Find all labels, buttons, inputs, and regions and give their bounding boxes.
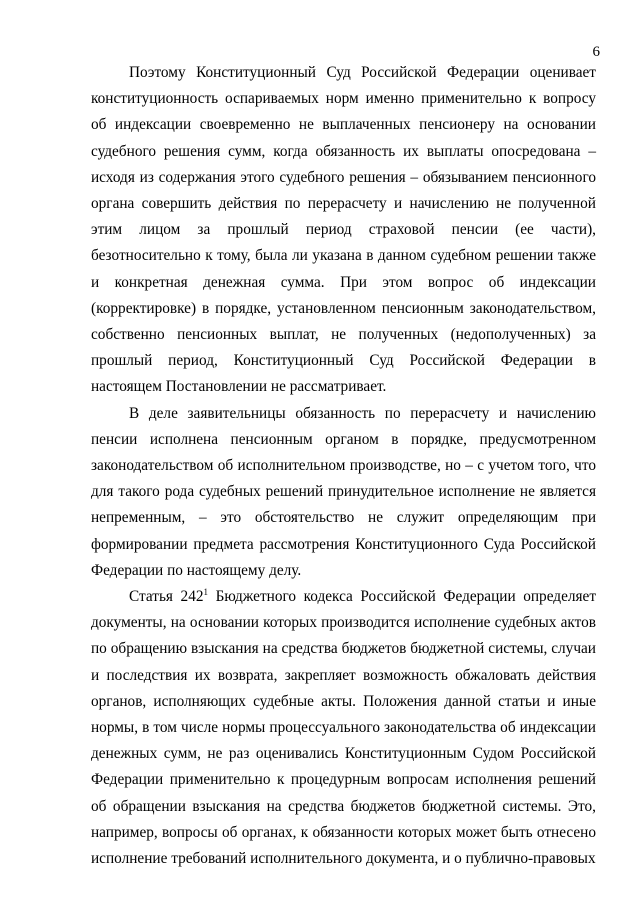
- paragraph-2: В деле заявительницы обязанность по перерасчету и начислению пенсии исполнена пенсионным органом в порядке, предусмотренном законодательством об исполнительном производстве, но – с учетом того, что для такого рода судебных решений принудительное исполнение не является непременным, – это обстоятельство не служит определяющим при формировании предмета рассмотрения Конституционного Суда Российской Федерации по настоящему делу.: [91, 404, 596, 579]
- paragraph-3: [91, 584, 596, 872]
- paragraph-3-rest: Бюджетного кодекса Российской Федерации определяет документы, на основании которых производится исполнение судебных актов по обращению взыскания на средства бюджетов бюджетной системы, случаи и последствия их возврата, закрепляет возможность обжаловать действия органов, исполняющих судебные акты. Положения данной статьи и иные нормы, в том числе нормы процессуального законодательства об индексации денежных сумм, не раз оценивались Конституционным Судом Российской Федерации применительно к процедурным вопросам исполнения решений об обращении взыскания на средства бюджетов бюджетной системы. Это, например, вопросы об органах, к обязанности которых может быть отнесено исполнение требований исполнительного документа, и о публично-правовых: [91, 588, 596, 868]
- paragraph-3-start: Статья 242: [129, 588, 204, 606]
- page-number: 6: [592, 44, 600, 60]
- paragraph-1: Поэтому Конституционный Суд Российской Федерации оценивает конституционность оспариваемых норм именно применительно к вопросу об индексации своевременно не выплаченных пенсионеру на основании судебного решения сумм, когда обязанность их выплаты опосредована – исходя из содержания этого судебного решения – обязыванием пенсионного органа совершить действия по перерасчету и начислению не полученной этим лицом за прошлый период страховой пенсии (ее части), безотносительно к тому, была ли указана в данном судебном решении также и конкретная денежная сумма. При этом вопрос об индексации (корректировке) в порядке, установленном пенсионным законодательством, собственно пенсионных выплат, не полученных (недополученных) за прошлый период, Конституционный Суд Российской Федерации в настоящем Постановлении не рассматривает.: [91, 64, 596, 396]
- document-body: [91, 60, 596, 872]
- article-superscript: 1: [203, 586, 208, 597]
